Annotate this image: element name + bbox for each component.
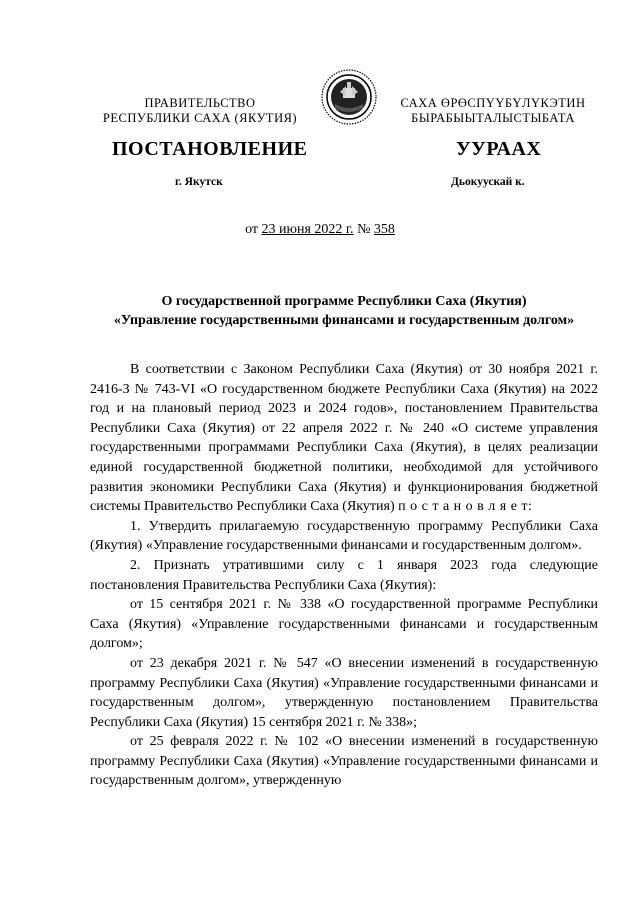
paragraph-repeal-1: от 15 сентября 2021 г. № 338 «О государственной программе Республики Саха (Якутия) «Управление государственными финансами и государственным долгом»; [90,597,598,652]
gov-name-ru-line2: РЕСПУБЛИКИ САХА (ЯКУТИЯ) [102,111,298,125]
doc-date: 23 июня 2022 г. [261,222,354,237]
paragraph-repeal-3: от 25 февраля 2022 г. № 102 «О внесении изменений в государственную программу Республики Саха (Якутия) «Управление государственными финансами и государственным долгом», утвержденную [90,734,598,789]
doc-body [90,360,598,791]
doc-title-line1: О государственной программе Республики Саха (Якутия) [161,294,527,309]
gov-name-sah-line2: БЫРАБЫЫТАЛЫСТЫБАТА [411,111,575,125]
gov-name-ru-line1: ПРАВИТЕЛЬСТВО [144,96,256,110]
paragraph-repeal-2: от 23 декабря 2021 г. № 547 «О внесении изменений в государственную программу Республики Саха (Якутия) «Управление государственными финансами и государственным долгом», утвержденную постановлением Правительства Республики Саха (Якутия) 15 сентября 2021 г. № 338»; [90,655,598,730]
paragraph-preamble-text: В соответствии с Законом Республики Саха (Якутия) от 30 ноября 2021 г. 2416-З № 743-VI «О государственном бюджете Республики Саха (Якутия) на 2022 год и на плановый период 2023 и 2024 годов», постановлением Правительства Республики Саха (Якутия) от 22 апреля 2022 г. № 240 «О системе управления государственными программами Республики Саха (Якутия), в целях реализации единой государственной бюджетной политики, необходимой для устойчивого развития экономики Республики Саха (Якутия) и функционирования бюджетной системы Правительство Республики Саха (Якутия) [90,362,598,515]
doc-date-prefix: от [245,222,259,237]
city-ru: г. Якутск [175,176,223,188]
doc-title-line2: «Управление государственными финансами и государственным долгом» [113,313,575,328]
gov-name-sah [388,96,598,126]
doc-title [60,292,628,330]
paragraph-item-1: 1. Утвердить прилагаемую государственную программу Республики Саха (Якутия) «Управление государственными финансами и государственным долгом». [90,518,598,554]
paragraph-preamble [90,360,598,517]
paragraph-item-2: 2. Признать утратившими силу с 1 января 2023 года следующие постановления Правительства Республики Саха (Якутия): [90,557,598,593]
doc-date-number [0,222,640,238]
doc-type-sah: УУРААХ [456,138,542,160]
gov-name-sah-line1: САХА ӨРӨСПҮҮБҮЛҮКЭТИН [400,96,586,110]
decree-word: п о с т а н о в л я е т: [398,499,533,515]
coat-of-arms-emblem [320,68,378,126]
doc-number: 358 [373,222,395,237]
doc-type-ru: ПОСТАНОВЛЕНИЕ [112,138,308,160]
city-sah: Дьокуускай к. [451,176,525,188]
gov-name-ru [95,96,305,126]
doc-number-sign: № [357,222,371,237]
